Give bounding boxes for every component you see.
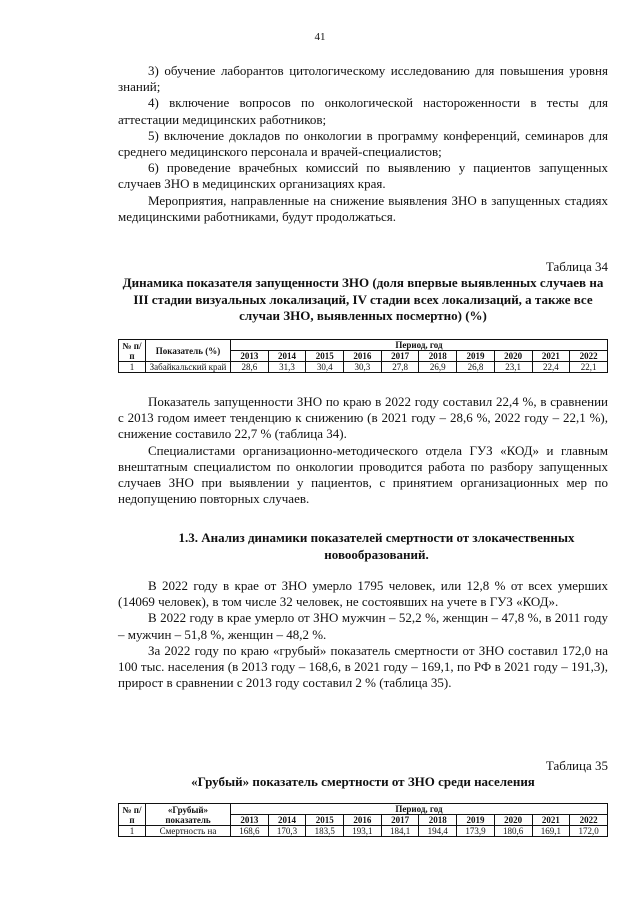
year-header: 2018: [419, 351, 457, 362]
row-num: 1: [119, 826, 146, 837]
paragraphs-bottom: [118, 578, 608, 691]
paragraph: За 2022 году по краю «грубый» показатель смертности от ЗНО составил 172,0 на 100 тыс. населения (в 2013 году – 168,6, в 2021 году – 169,1, по РФ в 2021 году – 191,3), прирост в сравнении с 2013 году составил 2 % (таблица 35).: [118, 642, 608, 691]
cell-value: 27,8: [381, 362, 419, 373]
cell-value: 194,4: [419, 826, 457, 837]
year-header: 2021: [532, 351, 570, 362]
paragraphs-top: [118, 63, 608, 225]
year-header: 2017: [381, 351, 419, 362]
year-header: 2020: [494, 815, 532, 826]
page-number: 41: [314, 31, 326, 43]
cell-value: 26,9: [419, 362, 457, 373]
header-num: № п/п: [119, 340, 146, 362]
section-title: 1.3. Анализ динамики показателей смертности от злокачественных новообразований.: [178, 530, 575, 562]
year-header: 2015: [306, 815, 344, 826]
table-caption: Таблица 34: [545, 259, 608, 274]
table-caption: Таблица 35: [545, 758, 608, 773]
cell-value: 28,6: [231, 362, 269, 373]
paragraph: 6) проведение врачебных комиссий по выявлению у пациентов запущенных случаев ЗНО в медицинских организациях края.: [118, 160, 608, 192]
cell-value: 172,0: [570, 826, 608, 837]
year-header: 2014: [268, 351, 306, 362]
cell-value: 180,6: [494, 826, 532, 837]
cell-value: 168,6: [231, 826, 269, 837]
year-header: 2019: [457, 815, 495, 826]
year-header: 2017: [381, 815, 419, 826]
year-header: 2016: [344, 351, 382, 362]
year-header: 2013: [231, 351, 269, 362]
paragraphs-mid: [118, 394, 608, 507]
table-row: [119, 362, 608, 373]
paragraph: Специалистами организационно-методического отдела ГУЗ «КОД» и главным внештатным специалистом по онкологии проводится работа по разбору запущенных случаев ЗНО при выявлении у пациентов, с принятием организационных мер по недопущению повторных случаев.: [118, 442, 608, 507]
row-label: Забайкальский край: [146, 362, 231, 373]
header-num: № п/п: [119, 804, 146, 826]
header-indicator: Показатель (%): [146, 340, 231, 362]
table-34: [118, 339, 608, 373]
cell-value: 173,9: [457, 826, 495, 837]
header-period: Период, год: [231, 804, 608, 815]
paragraph: 3) обучение лаборантов цитологическому исследованию для повышения уровня знаний;: [118, 63, 608, 95]
year-header: 2021: [532, 815, 570, 826]
year-header: 2013: [231, 815, 269, 826]
paragraph: В 2022 году в крае от ЗНО умерло 1795 человек, или 12,8 % от всех умерших (14069 человек), в том числе 32 человек, не состоявших на учете в ГУЗ «КОД».: [118, 578, 608, 610]
paragraph: Показатель запущенности ЗНО по краю в 2022 году составил 22,4 %, в сравнении с 2013 годом имеет тенденцию к снижению (в 2021 году – 28,6 %, 2022 году – 22,1 %), снижение составило 22,7 % (таблица 34).: [118, 394, 608, 442]
paragraph: 4) включение вопросов по онкологической настороженности в тесты для аттестации медицинских работников;: [118, 95, 608, 127]
row-label: Смертность на: [146, 826, 231, 837]
cell-value: 22,1: [570, 362, 608, 373]
paragraph: В 2022 году в крае умерло от ЗНО мужчин – 52,2 %, женщин – 47,8 %, в 2011 году – мужчин – 51,8 %, женщин – 48,2 %.: [118, 610, 608, 642]
cell-value: 170,3: [268, 826, 306, 837]
year-header: 2016: [344, 815, 382, 826]
year-header: 2019: [457, 351, 495, 362]
table-title: Динамика показателя запущенности ЗНО (доля впервые выявленных случаев на III стадии визуальных локализаций, IV стадии всех локализаций, а также все случаи ЗНО, выявленных посмертно) (%): [122, 275, 604, 324]
cell-value: 22,4: [532, 362, 570, 373]
cell-value: 183,5: [306, 826, 344, 837]
cell-value: 31,3: [268, 362, 306, 373]
year-header: 2022: [570, 351, 608, 362]
paragraph: 5) включение докладов по онкологии в программу конференций, семинаров для среднего медицинского персонала и врачей-специалистов;: [118, 127, 608, 160]
cell-value: 184,1: [381, 826, 419, 837]
year-header: 2018: [419, 815, 457, 826]
table-title: «Грубый» показатель смертности от ЗНО среди населения: [191, 774, 535, 790]
table-row: [119, 826, 608, 837]
section-heading: [145, 530, 608, 563]
cell-value: 26,8: [457, 362, 495, 373]
paragraph: Мероприятия, направленные на снижение выявления ЗНО в запущенных стадиях медицинскими работниками, будут продолжаться.: [118, 192, 608, 224]
year-header: 2015: [306, 351, 344, 362]
year-header: 2014: [268, 815, 306, 826]
year-header: 2020: [494, 351, 532, 362]
table-35: [118, 803, 608, 837]
table34-heading: [118, 259, 608, 325]
cell-value: 30,4: [306, 362, 344, 373]
cell-value: 23,1: [494, 362, 532, 373]
header-period: Период, год: [231, 340, 608, 351]
table35-heading: [118, 758, 608, 791]
year-header: 2022: [570, 815, 608, 826]
cell-value: 30,3: [344, 362, 382, 373]
cell-value: 193,1: [344, 826, 382, 837]
row-num: 1: [119, 362, 146, 373]
header-indicator: «Грубый» показатель: [146, 804, 231, 826]
cell-value: 169,1: [532, 826, 570, 837]
